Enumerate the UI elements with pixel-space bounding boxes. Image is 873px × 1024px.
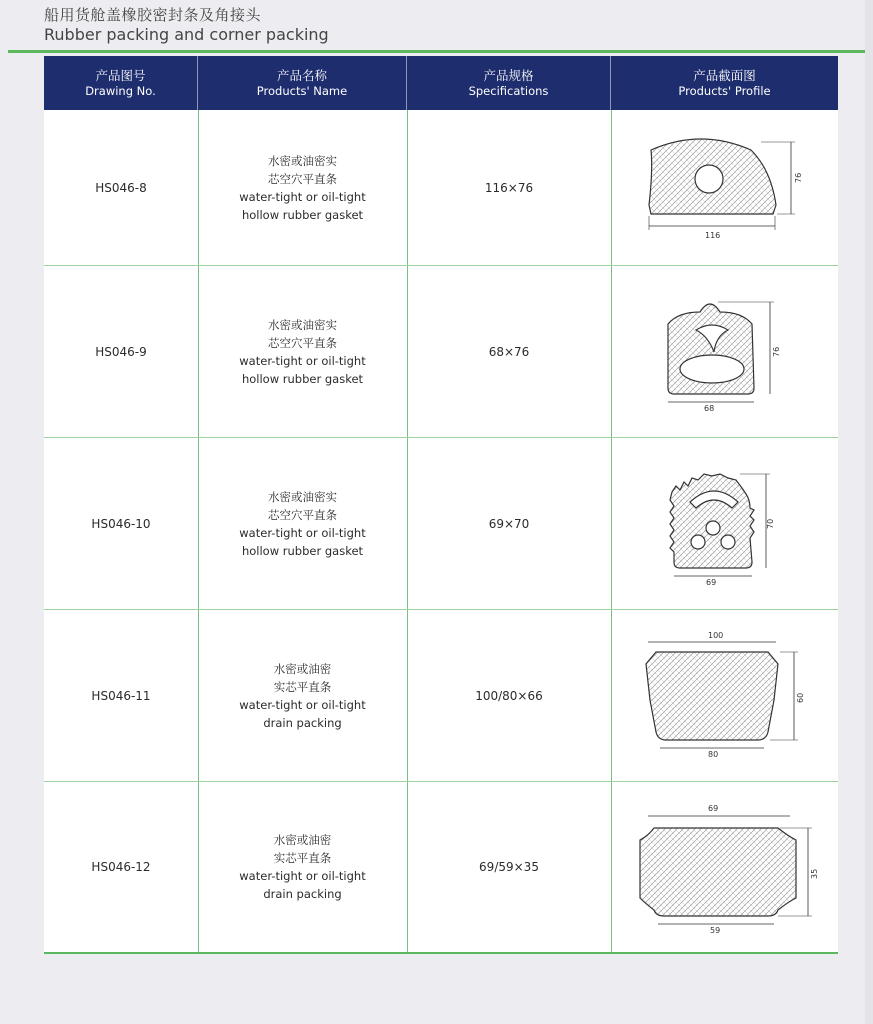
table-bottom-rule — [44, 952, 838, 954]
column-header-en: Products' Name — [256, 83, 348, 98]
product-name-en: water-tight or oil-tight — [239, 353, 366, 368]
header-divider — [8, 50, 865, 53]
drawing-no: HS046-12 — [91, 860, 151, 874]
profile-drawing-hs046-11 — [634, 628, 824, 758]
dimension-height: 70 — [766, 518, 775, 529]
table-header — [44, 56, 838, 110]
profile-drawing-hs046-12 — [628, 800, 828, 935]
table-cell-drawing-no — [44, 782, 198, 952]
product-name-cn: 水密或油密 — [273, 661, 332, 676]
specification: 69×70 — [488, 516, 530, 531]
table-cell-spec — [407, 610, 611, 781]
table-cell-drawing-no — [44, 610, 198, 781]
product-name-en: hollow rubber gasket — [241, 543, 364, 558]
table-cell-name — [198, 610, 407, 781]
table-cell-name — [198, 782, 407, 952]
profile-drawing-hs046-8 — [621, 130, 831, 250]
table-cell-spec — [407, 110, 611, 265]
table-cell-spec — [407, 438, 611, 609]
column-header-drawing-no — [44, 56, 198, 110]
table-cell-name — [198, 110, 407, 265]
specification: 68×76 — [488, 344, 530, 359]
product-name-cn: 水密或油密实 — [268, 489, 337, 504]
dimension-height: 76 — [772, 346, 781, 357]
specification: 69/59×35 — [479, 860, 539, 874]
packing-outline — [646, 652, 778, 740]
packing-outline — [640, 828, 796, 916]
specification: 116×76 — [484, 180, 534, 195]
column-header-name — [198, 56, 407, 110]
table-cell-drawing-no — [44, 110, 198, 265]
drawing-no: HS046-9 — [95, 344, 147, 359]
dimension-top: 69 — [708, 804, 719, 813]
oval-hollow — [680, 355, 744, 383]
dimension-height: 35 — [810, 868, 819, 879]
page-header — [44, 6, 329, 45]
product-name-en: hollow rubber gasket — [241, 207, 364, 222]
page-title-chinese: 船用货舱盖橡胶密封条及角接头 — [44, 6, 262, 24]
page-title-english: Rubber packing and corner packing — [44, 25, 329, 44]
drawing-no: HS046-11 — [91, 688, 151, 703]
product-name-cn: 实芯平直条 — [273, 679, 332, 694]
specification: 100/80×66 — [475, 688, 543, 703]
table-cell-name — [198, 438, 407, 609]
table-cell-spec — [407, 266, 611, 437]
product-name-cn: 实芯平直条 — [273, 851, 332, 865]
dimension-height: 76 — [794, 172, 803, 183]
table-cell-name — [198, 266, 407, 437]
product-table — [44, 56, 838, 954]
drawing-no: HS046-8 — [95, 180, 147, 195]
profile-drawing-hs046-9 — [654, 290, 804, 415]
hollow-core — [695, 165, 723, 193]
dimension-width: 69 — [706, 578, 717, 587]
dimension-height: 60 — [796, 692, 805, 703]
product-name-cn: 芯空穴平直条 — [268, 335, 337, 350]
product-name-cn: 水密或油密实 — [268, 317, 337, 332]
column-header-en: Specifications — [468, 83, 549, 98]
column-header-en: Drawing No. — [85, 83, 156, 98]
product-name-en: water-tight or oil-tight — [239, 697, 366, 712]
profile-drawing-hs046-10 — [654, 462, 804, 587]
hollow-core — [691, 535, 705, 549]
column-header-specifications — [407, 56, 611, 110]
product-name-en: hollow rubber gasket — [241, 371, 364, 386]
product-name-cn: 芯空穴平直条 — [268, 507, 337, 522]
product-name-en: water-tight or oil-tight — [239, 525, 366, 540]
table-cell-spec — [407, 782, 611, 952]
dimension-width: 116 — [705, 231, 721, 240]
dimension-bottom: 80 — [708, 750, 719, 758]
table-cell-drawing-no — [44, 438, 198, 609]
product-name-cn: 水密或油密实 — [268, 153, 337, 168]
column-header-profile — [611, 56, 838, 110]
column-header-cn: 产品图号 — [95, 67, 146, 83]
column-divider — [611, 110, 612, 954]
column-header-en: Products' Profile — [678, 83, 771, 98]
drawing-no: HS046-10 — [91, 516, 151, 531]
product-name-en: drain packing — [263, 715, 342, 730]
product-name-en: water-tight or oil-tight — [239, 189, 366, 204]
dimension-width: 68 — [704, 404, 715, 413]
product-name-cn: 水密或油密 — [273, 833, 332, 847]
product-name-en: water-tight or oil-tight — [239, 869, 366, 883]
table-cell-drawing-no — [44, 266, 198, 437]
hollow-core — [706, 521, 720, 535]
product-name-en: drain packing — [263, 887, 342, 901]
page-edge — [865, 0, 873, 1024]
column-header-cn: 产品规格 — [483, 67, 534, 83]
dimension-bottom: 59 — [710, 926, 721, 935]
column-header-cn: 产品名称 — [276, 67, 327, 83]
dimension-top: 100 — [708, 631, 724, 640]
product-name-cn: 芯空穴平直条 — [268, 171, 337, 186]
hollow-core — [721, 535, 735, 549]
column-header-cn: 产品截面图 — [693, 67, 756, 83]
